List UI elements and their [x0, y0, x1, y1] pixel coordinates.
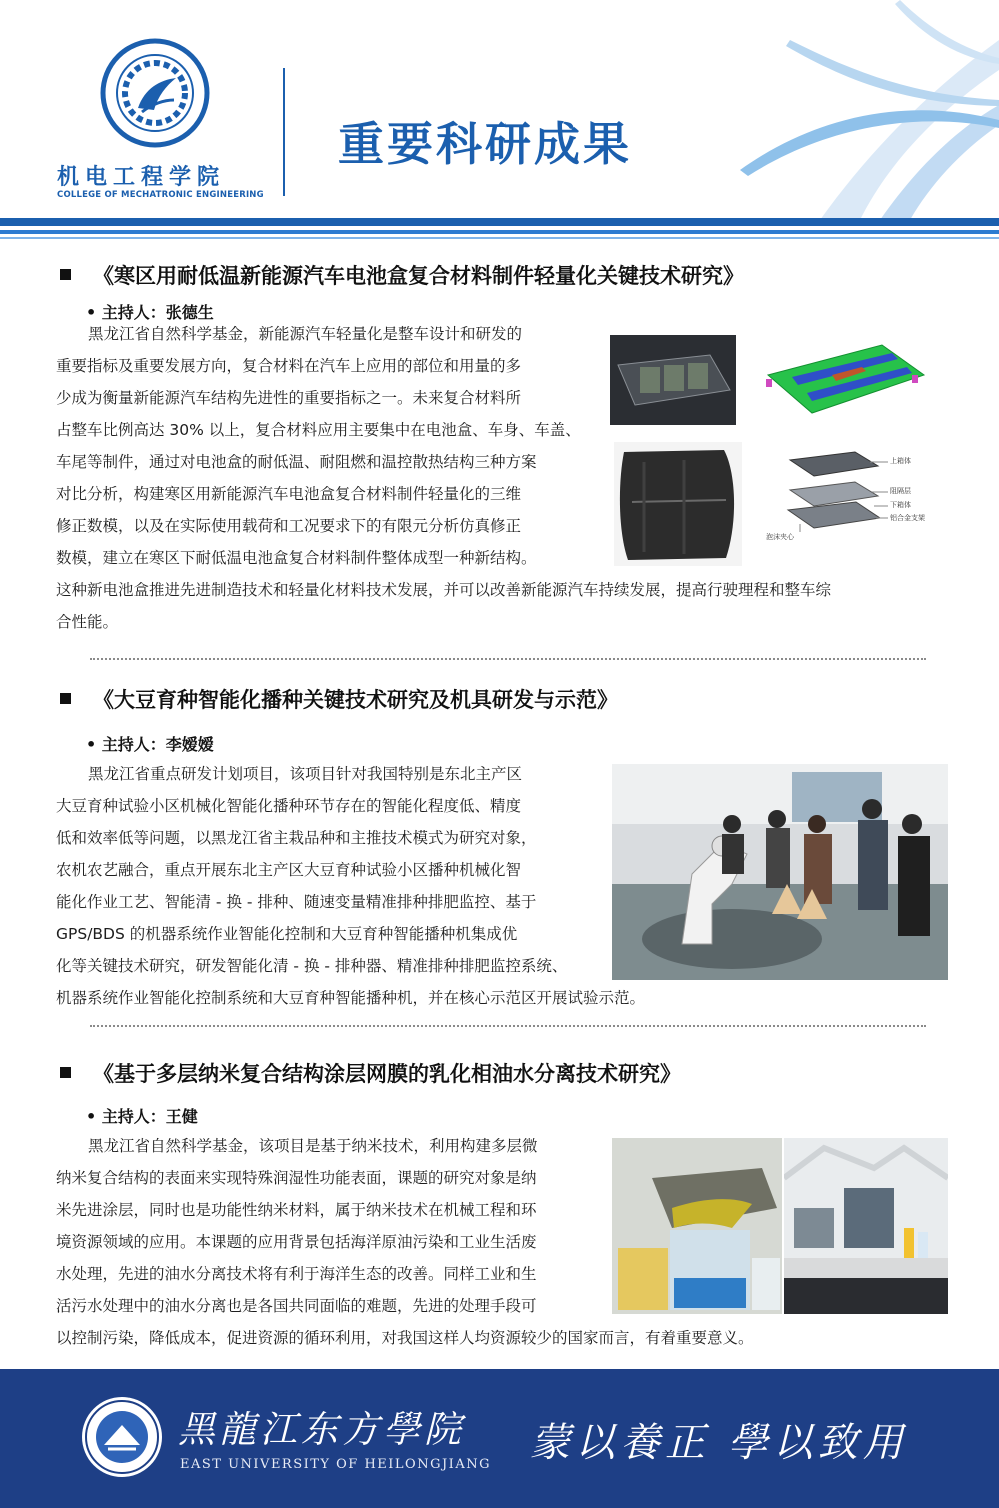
university-emblem-icon: [80, 1395, 164, 1479]
diagram-label: 下箱体: [890, 501, 911, 509]
battery-box-render-image: [610, 335, 736, 425]
decorative-swoosh: [700, 0, 999, 220]
page-header: [0, 0, 999, 240]
section-body-continued: 机器系统作业智能化控制系统和大豆育种智能播种机，并在核心示范区开展试验示范。: [56, 989, 646, 1007]
diagram-label: 上箱体: [890, 457, 911, 465]
project-host: • 主持人：王健: [86, 1107, 198, 1126]
section-divider: [90, 658, 926, 660]
diagram-label: 铝合金支架: [890, 514, 925, 522]
square-bullet-icon: [60, 269, 71, 280]
college-emblem-icon: [100, 38, 210, 148]
project-host: • 主持人：李嫒嫒: [86, 735, 214, 754]
header-divider: [283, 68, 285, 196]
header-band: [0, 230, 999, 234]
section-title: 《大豆育种智能化播种关键技术研究及机具研发与示范》: [60, 684, 618, 714]
section-body: 黑龙江省重点研发计划项目，该项目针对我国特别是东北主产区 大豆育种试验小区机械化智能化播种环节存在的智能化程度低、精度 低和效率低等问题，以黑龙江省主栽品种和主推技术模式为研究对象， 农机农艺融合，重点开展东北主产区大豆育种试验小区播种机械化智 能化作业工艺、智能清 - 换 - 排种、随速变量精准排种排肥监控、基于 GPS/BDS 的机器系统作业智能化控制和大豆育种智能播种机集成优 化等关键技术研究，研发智能化清 - 换 - 排种器、精准排种排肥监控系统、: [56, 765, 568, 975]
section-body-continued: 以控制污染，降低成本，促进资源的循环利用，对我国这样人均资源较少的国家而言，有着重要意义。: [56, 1329, 754, 1347]
square-bullet-icon: [60, 693, 71, 704]
college-name-en: COLLEGE OF MECHATRONIC ENGINEERING: [57, 190, 264, 200]
header-band: [0, 237, 999, 239]
battery-tray-cad-image: [762, 335, 930, 425]
research-section-battery-box: [0, 260, 999, 660]
university-motto: 蒙以養正 學以致用: [530, 1420, 908, 1466]
page-title: 重要科研成果: [338, 117, 632, 171]
research-section-soybean-seeding: [0, 684, 999, 1014]
section-title: 《基于多层纳米复合结构涂层网膜的乳化相油水分离技术研究》: [60, 1058, 681, 1088]
section-title: 《寒区用耐低温新能源汽车电池盒复合材料制件轻量化关键技术研究》: [60, 260, 744, 290]
section-divider: [90, 1025, 926, 1027]
page-footer: [0, 1369, 999, 1508]
section-body: 黑龙江省自然科学基金，该项目是基于纳米技术，利用构建多层微 纳米复合结构的表面来实现特殊润湿性功能表面，课题的研究对象是纳 米先进涂层，同时也是功能性纳米材料，属于纳米技术在机械工程和环 境资源领域的应用。本课题的应用背景包括海洋原油污染和工业生活废 水处理，先进的油水分离技术将有利于海洋生态的改善。同样工业和生 活污水处理中的油水分离也是各国共同面临的难题，先进的处理手段可: [56, 1137, 538, 1315]
diagram-label: 阻隔层: [890, 487, 911, 495]
header-band: [0, 218, 999, 226]
square-bullet-icon: [60, 1067, 71, 1078]
battery-box-exploded-diagram: [760, 448, 940, 548]
college-name-cn: 机电工程学院: [57, 165, 226, 190]
oil-water-separation-photo: [612, 1138, 782, 1314]
project-host: • 主持人：张德生: [86, 303, 214, 322]
diagram-label: 泡沫夹心: [766, 533, 794, 541]
university-name-cn: 黑龍江东方學院: [178, 1408, 465, 1451]
university-name-en: EAST UNIVERSITY OF HEILONGJIANG: [180, 1457, 491, 1472]
section-body: 黑龙江省自然科学基金，新能源汽车轻量化是整车设计和研发的 重要指标及重要发展方向，复合材料在汽车上应用的部位和用量的多 少成为衡量新能源汽车结构先进性的重要指标之一。未来复合材料所 占整车比例高达 30% 以上，复合材料应用主要集中在电池盒、车身、车盖、 车尾等制件，通过对电池盒的耐低温、耐阻燃和温控散热结构三种方案 对比分析，构建寒区用新能源汽车电池盒复合材料制件轻量化的三维 修正数模，以及在实际使用载荷和工况要求下的有限元分析仿真修正 数模，建立在寒区下耐低温电池盒复合材料制件整体成型一种新结构。: [56, 325, 581, 567]
battery-box-prototype-image: [614, 442, 742, 566]
laboratory-photo: [784, 1138, 948, 1314]
section-body-continued: 这种新电池盒推进先进制造技术和轻量化材料技术发展，并可以改善新能源汽车持续发展，提高行驶理程和整车综 合性能。: [56, 581, 832, 631]
research-section-oil-water-separation: [0, 1058, 999, 1358]
robot-arm-lab-photo: [612, 764, 948, 980]
